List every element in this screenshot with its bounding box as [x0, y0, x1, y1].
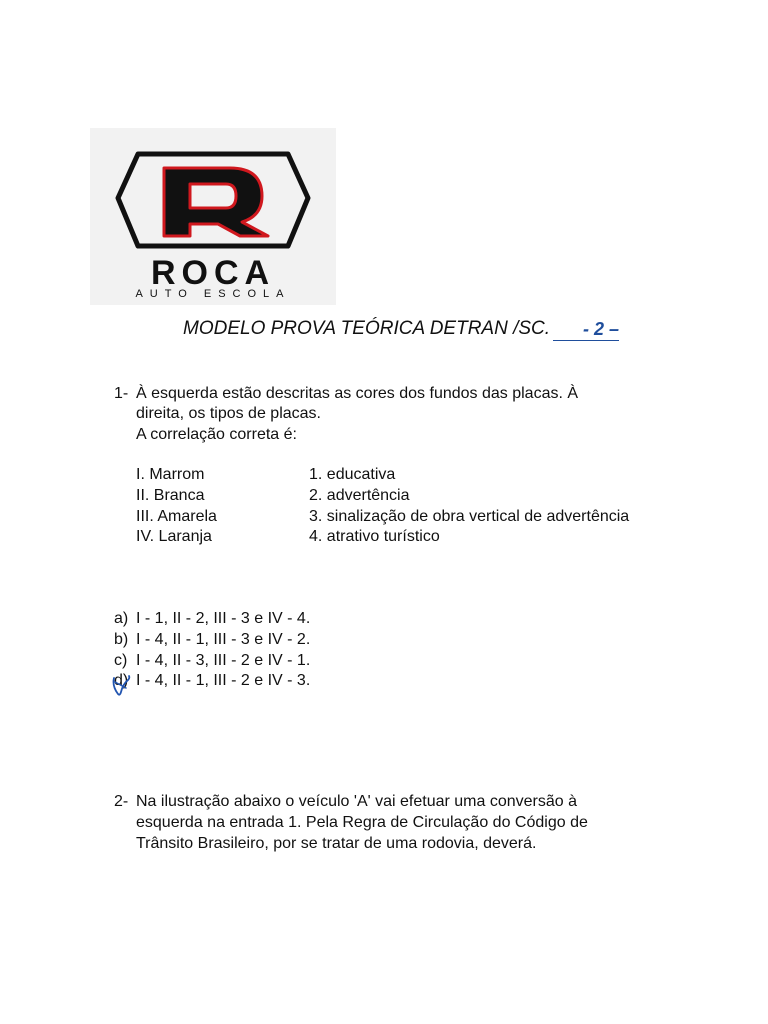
right-item: 4. atrativo turístico: [309, 528, 440, 545]
option-letter: b): [114, 631, 129, 648]
page-number: - 2 –: [553, 318, 619, 341]
left-item: III. Amarela: [136, 508, 217, 525]
question-line: direita, os tipos de placas.: [136, 405, 321, 422]
question-line: esquerda na entrada 1. Pela Regra de Circulação do Código de: [136, 814, 588, 831]
option-letter: c): [114, 652, 128, 669]
left-item: IV. Laranja: [136, 528, 212, 545]
page-title: MODELO PROVA TEÓRICA DETRAN /SC.: [183, 318, 551, 339]
option-text: I - 4, II - 1, III - 3 e IV - 2.: [136, 631, 311, 648]
question-number: 2-: [114, 793, 129, 810]
right-item: 3. sinalização de obra vertical de advertência: [309, 508, 630, 525]
left-item: II. Branca: [136, 487, 205, 504]
option-text: I - 4, II - 1, III - 2 e IV - 3.: [136, 672, 311, 689]
option-text: I - 4, II - 3, III - 2 e IV - 1.: [136, 652, 311, 669]
logo-name: ROCA: [150, 254, 276, 292]
question-line: Trânsito Brasileiro, por se tratar de uma rodovia, deverá.: [136, 835, 537, 852]
question-line: À esquerda estão descritas as cores dos fundos das placas. À: [136, 385, 579, 402]
left-item: I. Marrom: [136, 466, 205, 483]
question-line: Na ilustração abaixo o veículo 'A' vai efetuar uma conversão à: [136, 793, 578, 810]
option-letter: a): [114, 610, 129, 627]
option-letter: d): [114, 672, 129, 689]
option-text: I - 1, II - 2, III - 3 e IV - 4.: [136, 610, 311, 627]
question-number: 1-: [114, 385, 129, 402]
right-item: 1. educativa: [309, 466, 396, 483]
right-item: 2. advertência: [309, 487, 410, 504]
logo: [90, 128, 336, 305]
check-mark-icon: [110, 672, 132, 698]
question-line: A correlação correta é:: [136, 426, 297, 443]
logo-subtitle: AUTO ESCOLA: [135, 288, 291, 300]
